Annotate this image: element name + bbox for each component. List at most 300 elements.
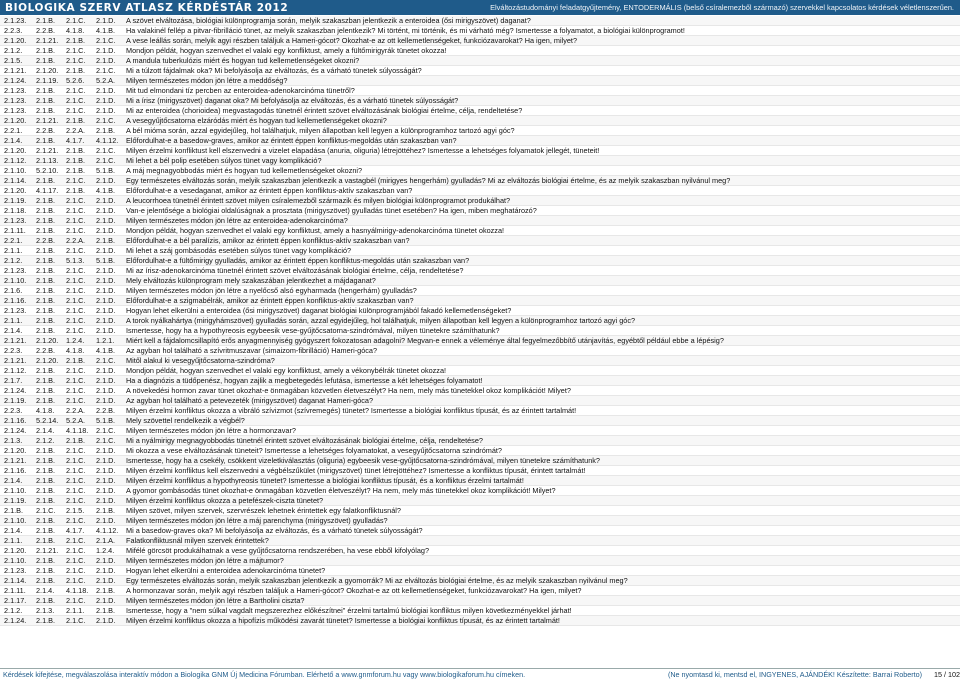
question-text: Mondjon példát, hogyan szenvedhet el valaki egy konfliktust, amely a fültőmirigyrák tünetet okozza! xyxy=(126,46,447,55)
ref-code-4: 2.1.D. xyxy=(96,576,116,585)
ref-code-2: 2.1.B. xyxy=(36,256,56,265)
question-row xyxy=(0,236,960,246)
ref-code-3: 2.1.C. xyxy=(66,516,86,525)
question-text: A gyomor gombásodás tünet okozhat-e önmagában közvetlen életveszélyt? Ha nem, mely más tünetekkel okoz komplikációt! Milyet? xyxy=(126,486,556,495)
question-row xyxy=(0,506,960,516)
question-text: Milyen természetes módon jön létre a máj parenchyma (mirigyszövet) gyulladás? xyxy=(126,516,388,525)
question-text: A vesegyűjtőcsatorna elzáródás miért és hogyan tud kellemetlenségeket okozni? xyxy=(126,116,387,125)
ref-code-3: 2.1.C. xyxy=(66,386,86,395)
question-row xyxy=(0,356,960,366)
ref-code-1: 2.1.2. xyxy=(4,606,23,615)
ref-code-1: 2.2.3. xyxy=(4,26,23,35)
question-row xyxy=(0,276,960,286)
question-text: Előfordulhat-e a szigmabélrák, amikor az érintett éppen konfliktus-aktív szakaszban van? xyxy=(126,296,414,305)
ref-code-1: 2.1.23. xyxy=(4,306,27,315)
ref-code-2: 2.1.4. xyxy=(36,586,55,595)
ref-code-4: 2.1.D. xyxy=(96,296,116,305)
ref-code-1: 2.1.16. xyxy=(4,296,27,305)
ref-code-1: 2.1.21. xyxy=(4,356,27,365)
ref-code-1: 2.1.4. xyxy=(4,326,23,335)
ref-code-2: 5.2.14. xyxy=(36,416,59,425)
question-text: A növekedési hormon zavar tünet okozhat-e önmagában közvetlen életveszélyt? Ha nem, mely más tünetekkel okoz komplikációt! Milyet? xyxy=(126,386,571,395)
ref-code-3: 2.1.C. xyxy=(66,316,86,325)
question-row xyxy=(0,296,960,306)
question-row xyxy=(0,16,960,26)
ref-code-3: 4.1.8. xyxy=(66,26,85,35)
ref-code-1: 2.1.4. xyxy=(4,476,23,485)
ref-code-2: 2.1.B. xyxy=(36,16,56,25)
ref-code-3: 4.1.7. xyxy=(66,136,85,145)
ref-code-1: 2.1.24. xyxy=(4,616,27,625)
ref-code-2: 4.1.17. xyxy=(36,186,59,195)
question-text: Előfordulhat-e a fültőmirigy gyulladás, amikor az érintett éppen konfliktus-megoldás után szakaszban van? xyxy=(126,256,470,265)
ref-code-1: 2.1.24. xyxy=(4,426,27,435)
ref-code-3: 2.1.C. xyxy=(66,456,86,465)
question-row xyxy=(0,416,960,426)
question-row xyxy=(0,256,960,266)
ref-code-1: 2.1.10. xyxy=(4,276,27,285)
question-text: Előfordulhat-e a vesedaganat, amikor az érintett éppen konfliktus-aktív szakaszban van? xyxy=(126,186,413,195)
question-row xyxy=(0,556,960,566)
ref-code-2: 2.2.B. xyxy=(36,346,56,355)
ref-code-3: 2.1.B. xyxy=(66,146,86,155)
ref-code-3: 2.1.C. xyxy=(66,286,86,295)
ref-code-1: 2.1.17. xyxy=(4,596,27,605)
question-text: Milyen érzelmi konfliktus kell elszenvedni a végbélszűkület (mirigyszövet) tünet létrejöttéhez? Ismertesse a konfliktus típusát, érintett tartalmát! xyxy=(126,466,586,475)
ref-code-4: 2.1.D. xyxy=(96,176,116,185)
ref-code-4: 1.2.4. xyxy=(96,546,115,555)
ref-code-4: 5.1.B. xyxy=(96,166,116,175)
ref-code-1: 2.1.4. xyxy=(4,526,23,535)
question-row xyxy=(0,266,960,276)
question-text: Van-e jelentősége a biológiai oldalúságnak a prosztata (mirigyszövet) gyulladás tünet esetében? Ha igen, miben meghatározó? xyxy=(126,206,537,215)
ref-code-3: 2.1.C. xyxy=(66,46,86,55)
ref-code-3: 2.1.B. xyxy=(66,356,86,365)
question-row xyxy=(0,136,960,146)
ref-code-4: 2.1.D. xyxy=(96,246,116,255)
ref-code-4: 2.1.D. xyxy=(96,106,116,115)
ref-code-3: 2.1.B. xyxy=(66,156,86,165)
ref-code-4: 4.1.12. xyxy=(96,526,119,535)
question-text: Előfordulhat-e a basedow-graves, amikor az érintett éppen konfliktus-megoldás után szakaszban van? xyxy=(126,136,457,145)
question-row xyxy=(0,366,960,376)
ref-code-4: 2.1.B. xyxy=(96,606,116,615)
ref-code-2: 2.1.B. xyxy=(36,96,56,105)
ref-code-2: 2.1.20. xyxy=(36,66,59,75)
ref-code-4: 5.1.B. xyxy=(96,416,116,425)
ref-code-3: 2.1.C. xyxy=(66,16,86,25)
ref-code-4: 4.1.B. xyxy=(96,346,116,355)
question-text: Ismertesse, hogy ha a hypothyreosis egybeesik vese-gyűjtőcsatorna-szindrómával, milyen tünetekre számíthatunk? xyxy=(126,326,500,335)
ref-code-3: 4.1.8. xyxy=(66,346,85,355)
ref-code-3: 2.1.C. xyxy=(66,396,86,405)
question-row xyxy=(0,586,960,596)
question-row xyxy=(0,546,960,556)
ref-code-3: 2.1.C. xyxy=(66,106,86,115)
ref-code-3: 2.1.C. xyxy=(66,556,86,565)
question-text: Milyen érzelmi konfliktus a hypothyreosis tünetet? Ismertesse a biológiai konfliktus típusát, és a konfliktus érzelmi tartalmát! xyxy=(126,476,524,485)
ref-code-3: 4.1.7. xyxy=(66,526,85,535)
ref-code-2: 2.1.B. xyxy=(36,216,56,225)
ref-code-2: 4.1.8. xyxy=(36,406,55,415)
ref-code-2: 2.1.B. xyxy=(36,536,56,545)
ref-code-2: 2.1.B. xyxy=(36,136,56,145)
ref-code-4: 2.1.A. xyxy=(96,536,116,545)
question-row xyxy=(0,306,960,316)
ref-code-1: 2.1.10. xyxy=(4,166,27,175)
ref-code-4: 2.1.D. xyxy=(96,596,116,605)
ref-code-2: 2.1.B. xyxy=(36,276,56,285)
ref-code-1: 2.1.1. xyxy=(4,246,23,255)
ref-code-2: 2.1.19. xyxy=(36,76,59,85)
question-text: Mi lehet a száj gombásodás esetében súlyos tünet vagy komplikáció? xyxy=(126,246,352,255)
ref-code-2: 2.1.B. xyxy=(36,566,56,575)
ref-code-2: 2.1.B. xyxy=(36,446,56,455)
question-row xyxy=(0,606,960,616)
ref-code-2: 2.1.20. xyxy=(36,356,59,365)
ref-code-2: 2.1.21. xyxy=(36,546,59,555)
ref-code-1: 2.1.1. xyxy=(4,536,23,545)
question-row xyxy=(0,426,960,436)
ref-code-3: 2.1.C. xyxy=(66,376,86,385)
question-row xyxy=(0,436,960,446)
ref-code-2: 2.1.B. xyxy=(36,516,56,525)
question-row xyxy=(0,616,960,626)
question-row xyxy=(0,516,960,526)
question-row xyxy=(0,486,960,496)
question-text: Ismertesse, hogy ha a csekély, csökkent vizeletkiválasztás (oliguria) egybeesik vese-gyűjtőcsatorna-szindrómával, milyen tünetekre számíthatunk? xyxy=(126,456,600,465)
ref-code-4: 2.1.D. xyxy=(96,16,116,25)
ref-code-3: 2.1.C. xyxy=(66,196,86,205)
question-text: Mi okozza a vese elváltozásának tüneteit? Ismertesse a lehetséges folyamatokat, a vesegyűjtőcsatorna szindrómát? xyxy=(126,446,502,455)
ref-code-1: 2.1.20. xyxy=(4,186,27,195)
ref-code-4: 2.1.D. xyxy=(96,456,116,465)
ref-code-3: 2.1.C. xyxy=(66,176,86,185)
ref-code-3: 4.1.18. xyxy=(66,586,89,595)
ref-code-3: 5.2.A. xyxy=(66,416,86,425)
ref-code-4: 2.1.D. xyxy=(96,286,116,295)
ref-code-1: 2.1.11. xyxy=(4,226,26,235)
question-text: Egy természetes elváltozás során, melyik szakaszban jelentkezik a vastagbél (mirigyes hengerhám) gyulladás? Mi az elváltozás biológiai értelme, és az melyik szakaszban nyilvánul meg? xyxy=(126,176,731,185)
ref-code-2: 2.1.B. xyxy=(36,46,56,55)
ref-code-3: 2.1.B. xyxy=(66,166,86,175)
ref-code-4: 2.1.B. xyxy=(96,126,116,135)
question-text: Milyen természetes módon jön létre a májtumor? xyxy=(126,556,284,565)
ref-code-2: 2.1.B. xyxy=(36,386,56,395)
question-text: Mitől alakul ki vesegyűjtőcsatorna-szindróma? xyxy=(126,356,275,365)
question-text: Hogyan lehet elkerülni a enteroidea adenokarcinóma tünetet? xyxy=(126,566,326,575)
ref-code-3: 2.1.C. xyxy=(66,86,86,95)
question-row xyxy=(0,176,960,186)
question-list xyxy=(0,16,960,668)
ref-code-4: 2.1.D. xyxy=(96,496,116,505)
question-text: Ha valakinél fellép a pitvar-fibrilláció tünet, az melyik szakaszban jelentkezik? Mi történt, mi történik, és mi várható még? Ismertesse a folyamatot, a biológiai különprogramot! xyxy=(126,26,685,35)
ref-code-3: 2.1.C. xyxy=(66,576,86,585)
question-row xyxy=(0,286,960,296)
page-number: 15 / 102 xyxy=(934,670,960,679)
ref-code-2: 2.1.B. xyxy=(36,286,56,295)
ref-code-3: 2.1.B. xyxy=(66,116,86,125)
question-row xyxy=(0,126,960,136)
question-text: Milyen természetes módon jön létre az enteroidea-adenokarcinóma? xyxy=(126,216,348,225)
ref-code-3: 2.2.A. xyxy=(66,406,86,415)
ref-code-1: 2.1.23. xyxy=(4,566,27,575)
question-row xyxy=(0,316,960,326)
question-row xyxy=(0,106,960,116)
ref-code-4: 2.1.D. xyxy=(96,366,116,375)
question-row xyxy=(0,386,960,396)
ref-code-2: 2.1.21. xyxy=(36,116,59,125)
ref-code-2: 2.1.B. xyxy=(36,246,56,255)
ref-code-2: 2.1.B. xyxy=(36,456,56,465)
ref-code-2: 2.1.B. xyxy=(36,296,56,305)
ref-code-2: 2.1.B. xyxy=(36,596,56,605)
ref-code-1: 2.1.23. xyxy=(4,16,27,25)
ref-code-4: 2.1.B. xyxy=(96,236,116,245)
ref-code-1: 2.1.23. xyxy=(4,86,27,95)
ref-code-3: 1.2.4. xyxy=(66,336,85,345)
ref-code-4: 2.1.C. xyxy=(96,356,116,365)
ref-code-3: 2.1.C. xyxy=(66,216,86,225)
question-row xyxy=(0,166,960,176)
question-row xyxy=(0,596,960,606)
ref-code-4: 2.1.D. xyxy=(96,86,116,95)
ref-code-4: 2.1.C. xyxy=(96,116,116,125)
ref-code-2: 2.1.B. xyxy=(36,376,56,385)
question-row xyxy=(0,96,960,106)
ref-code-3: 2.1.C. xyxy=(66,276,86,285)
question-row xyxy=(0,246,960,256)
question-text: Mi az enteroidea (chorioidea) megvastagodás tünetnél érintett szövet elváltozásának biológiai értelme, célja, rendeltetése? xyxy=(126,106,523,115)
ref-code-1: 2.1.11. xyxy=(4,586,26,595)
ref-code-2: 2.1.B. xyxy=(36,206,56,215)
ref-code-3: 2.1.C. xyxy=(66,296,86,305)
question-row xyxy=(0,116,960,126)
ref-code-3: 2.1.B. xyxy=(66,186,86,195)
ref-code-3: 2.1.C. xyxy=(66,536,86,545)
question-text: Egy természetes elváltozás során, melyik szakaszban jelentkezik a gyomorrák? Mi az elváltozás biológiai értelme, és az melyik szakaszban nyilvánul meg? xyxy=(126,576,628,585)
ref-code-4: 2.1.D. xyxy=(96,616,116,625)
ref-code-1: 2.2.1. xyxy=(4,236,23,245)
ref-code-3: 2.1.C. xyxy=(66,306,86,315)
ref-code-2: 2.2.B. xyxy=(36,236,56,245)
ref-code-2: 2.1.B. xyxy=(36,526,56,535)
question-row xyxy=(0,156,960,166)
question-text: Mi lehet a bél polip esetében súlyos tünet vagy komplikáció? xyxy=(126,156,322,165)
question-text: Milyen természetes módon jön létre a hormonzavar? xyxy=(126,426,296,435)
ref-code-3: 2.1.C. xyxy=(66,206,86,215)
ref-code-1: 2.1.10. xyxy=(4,486,27,495)
ref-code-4: 2.1.B. xyxy=(96,506,116,515)
ref-code-1: 2.1.4. xyxy=(4,136,23,145)
ref-code-4: 2.1.C. xyxy=(96,426,116,435)
question-row xyxy=(0,36,960,46)
question-text: Előfordulhat-e a bél paralízis, amikor az érintett éppen konfliktus-aktív szakaszban van? xyxy=(126,236,410,245)
question-row xyxy=(0,206,960,216)
ref-code-2: 2.1.B. xyxy=(36,496,56,505)
question-text: Mely elváltozás különprogram mely szakaszában jelentkezhet a májdaganat? xyxy=(126,276,376,285)
ref-code-2: 2.1.B. xyxy=(36,316,56,325)
ref-code-2: 2.1.B. xyxy=(36,576,56,585)
question-text: Mondjon példát, hogyan szenvedhet el valaki egy konfliktust, amely a hasnyálmirigy-adenokarcinóma tünetet okozza! xyxy=(126,226,505,235)
question-text: Ha a diagnózis a tüdőpenész, hogyan zajlik a megbetegedés lefutása, ismertesse a két lehetséges folyamatot! xyxy=(126,376,483,385)
question-text: Milyen természetes módon jön létre a Bartholini ciszta? xyxy=(126,596,305,605)
question-row xyxy=(0,326,960,336)
ref-code-4: 2.1.C. xyxy=(96,436,116,445)
ref-code-3: 2.1.5. xyxy=(66,506,85,515)
ref-code-2: 2.1.B. xyxy=(36,556,56,565)
ref-code-4: 2.1.D. xyxy=(96,226,116,235)
ref-code-1: 2.1.16. xyxy=(4,466,27,475)
question-text: Az agyban hol található a petevezeték (mirigyszövet) daganat Hameri-góca? xyxy=(126,396,374,405)
ref-code-1: 2.1.10. xyxy=(4,556,27,565)
ref-code-1: 2.1.20. xyxy=(4,36,27,45)
ref-code-3: 2.1.C. xyxy=(66,326,86,335)
ref-code-4: 2.1.D. xyxy=(96,316,116,325)
question-text: A máj megnagyobbodás miért és hogyan tud kellemetlenségeket okozni? xyxy=(126,166,363,175)
ref-code-4: 2.1.D. xyxy=(96,466,116,475)
ref-code-1: 2.1.12. xyxy=(4,366,27,375)
ref-code-1: 2.1.B. xyxy=(4,506,24,515)
ref-code-2: 2.1.B. xyxy=(36,86,56,95)
ref-code-1: 2.1.21. xyxy=(4,336,27,345)
ref-code-1: 2.1.20. xyxy=(4,146,27,155)
question-text: Az agyban hol található a szívritmuszavar (simaizom-fibrilláció) Hameri-góca? xyxy=(126,346,378,355)
ref-code-1: 2.1.10. xyxy=(4,516,27,525)
question-text: Ismertesse, hogy a "nem súlkal vagdalt megszerezhez előkészítnei" érzelmi tartalmú biológiai konfliktus milyen következményekkel járhat! xyxy=(126,606,572,615)
ref-code-2: 2.1.B. xyxy=(36,306,56,315)
ref-code-4: 2.1.D. xyxy=(96,56,116,65)
ref-code-4: 2.1.D. xyxy=(96,216,116,225)
question-text: Milyen érzelmi konfliktus okozza a hipofízis működési zavarát tünetet? Ismertesse a biológiai konfliktus típusát, és az érintett tartalmát! xyxy=(126,616,560,625)
ref-code-2: 2.2.B. xyxy=(36,126,56,135)
ref-code-3: 2.1.C. xyxy=(66,546,86,555)
ref-code-4: 5.2.A. xyxy=(96,76,116,85)
ref-code-3: 2.1.1. xyxy=(66,606,85,615)
ref-code-1: 2.1.21. xyxy=(4,66,27,75)
question-text: A torok nyálkahártya (mirigyhámszövet) gyulladás során, azzal egyidejűleg, hol találhatjuk, milyen állapotban kell legyen a különprogramhoz tartozó agyi góc? xyxy=(126,316,636,325)
ref-code-4: 2.1.D. xyxy=(96,266,116,275)
ref-code-3: 4.1.18. xyxy=(66,426,89,435)
ref-code-4: 2.1.D. xyxy=(96,376,116,385)
ref-code-3: 2.1.C. xyxy=(66,596,86,605)
ref-code-3: 2.1.C. xyxy=(66,226,86,235)
question-row xyxy=(0,476,960,486)
question-text: Mondjon példát, hogyan szenvedhet el valaki egy konfliktust, amely a vékonybélrák tünetet okozza! xyxy=(126,366,447,375)
question-text: Milyen érzelmi konfliktus okozza a petefészek-ciszta tünetet? xyxy=(126,496,324,505)
ref-code-2: 2.1.3. xyxy=(36,606,55,615)
ref-code-1: 2.1.2. xyxy=(4,256,23,265)
ref-code-2: 5.2.10. xyxy=(36,166,59,175)
ref-code-1: 2.1.19. xyxy=(4,196,27,205)
ref-code-1: 2.1.24. xyxy=(4,386,27,395)
ref-code-3: 2.1.B. xyxy=(66,66,86,75)
ref-code-1: 2.2.3. xyxy=(4,406,23,415)
ref-code-3: 2.1.C. xyxy=(66,466,86,475)
ref-code-3: 2.1.B. xyxy=(66,36,86,45)
ref-code-2: 2.1.13. xyxy=(36,156,59,165)
question-text: Mifélé görcsöt produkálhatnak a vese gyűjtőcsatorna rendszerében, ha vese ebből kifolyólag? xyxy=(126,546,430,555)
question-row xyxy=(0,396,960,406)
ref-code-4: 2.1.D. xyxy=(96,446,116,455)
question-row xyxy=(0,56,960,66)
question-text: A mandula tuberkulózis miért és hogyan tud kellemetlenségeket okozni? xyxy=(126,56,360,65)
question-row xyxy=(0,346,960,356)
question-text: Mi a írisz (mirigyszövet) daganat oka? Mi befolyásolja az elváltozás, és a várható tünetek súlyosságát? xyxy=(126,96,459,105)
ref-code-4: 2.1.D. xyxy=(96,306,116,315)
ref-code-4: 2.1.C. xyxy=(96,66,116,75)
ref-code-3: 5.1.3. xyxy=(66,256,85,265)
ref-code-4: 2.1.B. xyxy=(96,586,116,595)
ref-code-4: 4.1.B. xyxy=(96,186,116,195)
ref-code-3: 2.1.C. xyxy=(66,616,86,625)
ref-code-1: 2.1.20. xyxy=(4,116,27,125)
ref-code-1: 2.1.23. xyxy=(4,266,27,275)
ref-code-2: 2.1.B. xyxy=(36,266,56,275)
ref-code-4: 5.1.B. xyxy=(96,256,116,265)
question-row xyxy=(0,46,960,56)
ref-code-1: 2.1.19. xyxy=(4,396,27,405)
ref-code-2: 2.1.B. xyxy=(36,466,56,475)
ref-code-2: 2.1.B. xyxy=(36,226,56,235)
ref-code-3: 2.1.C. xyxy=(66,566,86,575)
ref-code-4: 2.1.D. xyxy=(96,46,116,55)
ref-code-4: 2.1.D. xyxy=(96,486,116,495)
ref-code-1: 2.1.2. xyxy=(4,46,23,55)
ref-code-3: 2.1.C. xyxy=(66,476,86,485)
ref-code-1: 2.1.14. xyxy=(4,176,27,185)
question-row xyxy=(0,446,960,456)
ref-code-2: 2.1.B. xyxy=(36,476,56,485)
ref-code-1: 2.1.3. xyxy=(4,436,23,445)
question-text: Mi a basedow-graves oka? Mi befolyásolja az elváltozás, és a várható tünetek súlyosságát? xyxy=(126,526,423,535)
ref-code-2: 2.1.B. xyxy=(36,196,56,205)
ref-code-1: 2.1.20. xyxy=(4,446,27,455)
ref-code-4: 2.1.D. xyxy=(96,206,116,215)
ref-code-1: 2.1.5. xyxy=(4,56,23,65)
ref-code-4: 2.1.D. xyxy=(96,276,116,285)
ref-code-4: 2.1.D. xyxy=(96,476,116,485)
ref-code-4: 1.2.1. xyxy=(96,336,115,345)
ref-code-1: 2.1.12. xyxy=(4,156,27,165)
ref-code-4: 2.1.D. xyxy=(96,196,116,205)
ref-code-2: 2.1.21. xyxy=(36,146,59,155)
ref-code-2: 2.1.20. xyxy=(36,336,59,345)
question-text: Miért kell a fájdalomcsillapító erős anyagmennyiség gyógyszert fokozatosan adagolni? Megvan-e ennek a véleménye által fegyelmezőbbítő utánjavítás, egyébtől például ebbe a lépésig? xyxy=(126,336,724,345)
ref-code-4: 2.1.D. xyxy=(96,566,116,575)
question-text: Milyen érzelmi konfliktust kell elszenvedni a vizelet elapadása (anuria, oliguria) létrejöttéhez? Ismertesse a lehetséges folyamatok jellegét, tüneteit! xyxy=(126,146,600,155)
ref-code-4: 2.1.D. xyxy=(96,556,116,565)
ref-code-4: 2.1.C. xyxy=(96,146,116,155)
page-footer xyxy=(0,668,960,680)
question-row xyxy=(0,526,960,536)
question-row xyxy=(0,536,960,546)
question-text: Milyen érzelmi konfliktus okozza a vibráló szívizmot (szívremegés) tünetet? Ismertesse a biológiai konfliktus típusát, és az érintett tartalmát! xyxy=(126,406,577,415)
ref-code-2: 2.1.B. xyxy=(36,366,56,375)
ref-code-3: 2.2.A. xyxy=(66,126,86,135)
ref-code-2: 2.1.B. xyxy=(36,106,56,115)
ref-code-3: 2.1.B. xyxy=(66,436,86,445)
question-text: Hogyan lehet elkerülni a enteroidea (ősi mirigyszövet) daganat biológiai különprogramjából fakadó kellemetlenségeket? xyxy=(126,306,512,315)
ref-code-1: 2.2.1. xyxy=(4,126,23,135)
ref-code-4: 2.1.C. xyxy=(96,36,116,45)
question-row xyxy=(0,376,960,386)
ref-code-3: 2.1.C. xyxy=(66,266,86,275)
question-row xyxy=(0,146,960,156)
page-header xyxy=(0,0,960,15)
ref-code-4: 4.1.12. xyxy=(96,136,119,145)
question-text: Mit tud elmondani tíz percben az enteroidea-adenokarcinóma tünetről? xyxy=(126,86,355,95)
